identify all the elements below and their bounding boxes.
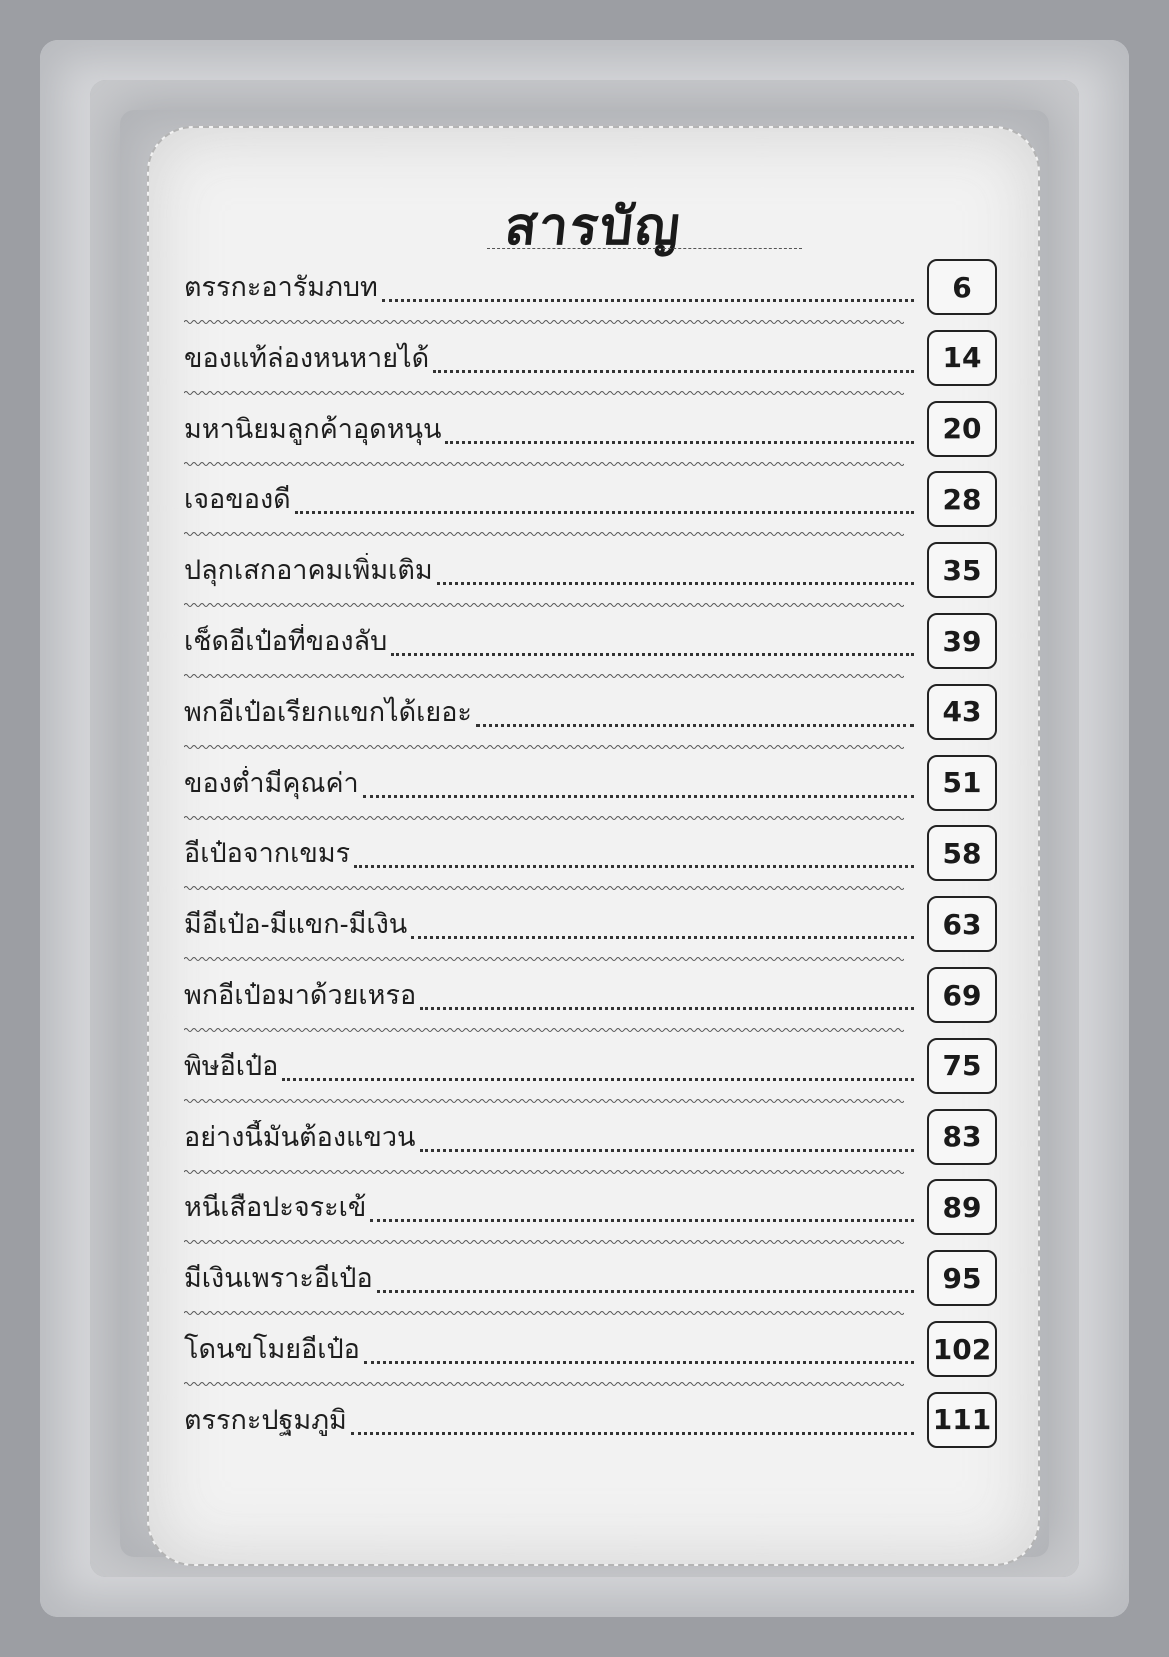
toc-page-number: 58 [927, 825, 997, 881]
toc-page-number: 83 [927, 1109, 997, 1165]
dot-leader [391, 653, 914, 656]
toc-entry-line [184, 553, 914, 591]
toc-entry-line [184, 836, 914, 874]
toc-entry-line [184, 341, 914, 379]
toc-entry-title: มีอีเป๋อ-มีแขก-มีเงิน [184, 909, 408, 940]
toc-entry[interactable] [184, 1385, 1004, 1459]
dot-leader [445, 441, 914, 444]
toc-page-number: 63 [927, 896, 997, 952]
toc-entry-line [184, 1049, 914, 1087]
toc-entry[interactable] [184, 677, 1004, 751]
table-of-contents [149, 128, 1038, 1564]
toc-entry[interactable] [184, 1031, 1004, 1105]
toc-entry-title: เจอของดี [184, 484, 291, 515]
toc-page-number: 75 [927, 1038, 997, 1094]
toc-page-number: 43 [927, 684, 997, 740]
toc-entry[interactable] [184, 1102, 1004, 1176]
toc-page-number: 28 [927, 471, 997, 527]
dot-leader [437, 582, 914, 585]
toc-entry-title: ตรรกะอารัมภบท [184, 272, 378, 302]
toc-entry-line [184, 412, 914, 450]
dot-leader [282, 1078, 914, 1081]
dot-leader [411, 936, 914, 939]
dot-leader [476, 724, 914, 727]
dot-leader [363, 795, 914, 798]
toc-page-number: 89 [927, 1179, 997, 1235]
page-title: สารบัญ [502, 197, 685, 257]
toc-entry[interactable] [184, 1172, 1004, 1246]
toc-entry[interactable] [184, 960, 1004, 1034]
toc-page-number: 51 [927, 755, 997, 811]
toc-page-number: 102 [927, 1321, 997, 1377]
toc-entry-title: พกอีเป๋อมาด้วยเหรอ [184, 980, 417, 1010]
toc-entry-title: หนีเสือปะจระเข้ [184, 1192, 367, 1223]
toc-entry-title: มีเงินเพราะอีเป๋อ [184, 1263, 373, 1294]
toc-entry[interactable] [184, 606, 1004, 680]
dot-leader [420, 1007, 914, 1010]
toc-entry-title: พิษอีเป๋อ [184, 1050, 279, 1081]
toc-entry-title: อีเป๋อจากเขมร [184, 838, 351, 869]
toc-entry[interactable] [184, 1243, 1004, 1317]
toc-entry[interactable] [184, 252, 1004, 326]
toc-entry-title: ตรรกะปฐมภูมิ [184, 1404, 347, 1435]
dot-leader [354, 865, 914, 868]
dot-leader [382, 299, 914, 302]
toc-entry-line [184, 482, 914, 520]
dot-leader [433, 370, 914, 373]
dot-leader [377, 1290, 914, 1293]
toc-entry[interactable] [184, 464, 1004, 538]
toc-page-number: 95 [927, 1250, 997, 1306]
toc-page-number: 6 [927, 259, 997, 315]
toc-entry-title: เช็ดอีเป๋อที่ของลับ [184, 626, 388, 656]
toc-entry-line [184, 270, 914, 308]
toc-entry[interactable] [184, 748, 1004, 822]
toc-page-number: 39 [927, 613, 997, 669]
toc-entry-title: พกอีเป๋อเรียกแขกได้เยอะ [184, 696, 472, 727]
toc-page-number: 14 [927, 330, 997, 386]
toc-entry-line [184, 624, 914, 662]
toc-entry-line [184, 1261, 914, 1299]
dot-leader [295, 511, 914, 514]
toc-entry-title: ปลุกเสกอาคมเพิ่มเติม [184, 555, 433, 586]
toc-entry-title: โดนขโมยอีเป๋อ [184, 1334, 360, 1364]
toc-page-number: 111 [927, 1392, 997, 1448]
toc-entry[interactable] [184, 818, 1004, 892]
toc-entry-line [184, 1190, 914, 1228]
dot-leader [351, 1432, 914, 1435]
dot-leader [420, 1149, 914, 1152]
toc-entry-line [184, 1120, 914, 1158]
toc-entry-line [184, 907, 914, 945]
toc-entry-title: อย่างนี้มันต้องแขวน [184, 1121, 416, 1152]
toc-entry-line [184, 978, 914, 1016]
toc-entry[interactable] [184, 535, 1004, 609]
toc-entry-title: มหานิยมลูกค้าอุดหนุน [184, 413, 442, 444]
toc-entry[interactable] [184, 889, 1004, 963]
toc-entry-line [184, 1332, 914, 1370]
toc-page-number: 20 [927, 401, 997, 457]
toc-entry[interactable] [184, 323, 1004, 397]
toc-page-number: 35 [927, 542, 997, 598]
toc-entry-line [184, 695, 914, 733]
toc-entry-title: ของต่ำมีคุณค่า [184, 767, 359, 798]
toc-entry-line [184, 1403, 914, 1441]
toc-entry-title: ของแท้ล่องหนหายได้ [184, 342, 430, 373]
toc-panel [147, 126, 1040, 1566]
dot-leader [370, 1219, 914, 1222]
toc-page-number: 69 [927, 967, 997, 1023]
toc-entry[interactable] [184, 394, 1004, 468]
dot-leader [364, 1361, 914, 1364]
toc-entry-line [184, 766, 914, 804]
toc-entry[interactable] [184, 1314, 1004, 1388]
